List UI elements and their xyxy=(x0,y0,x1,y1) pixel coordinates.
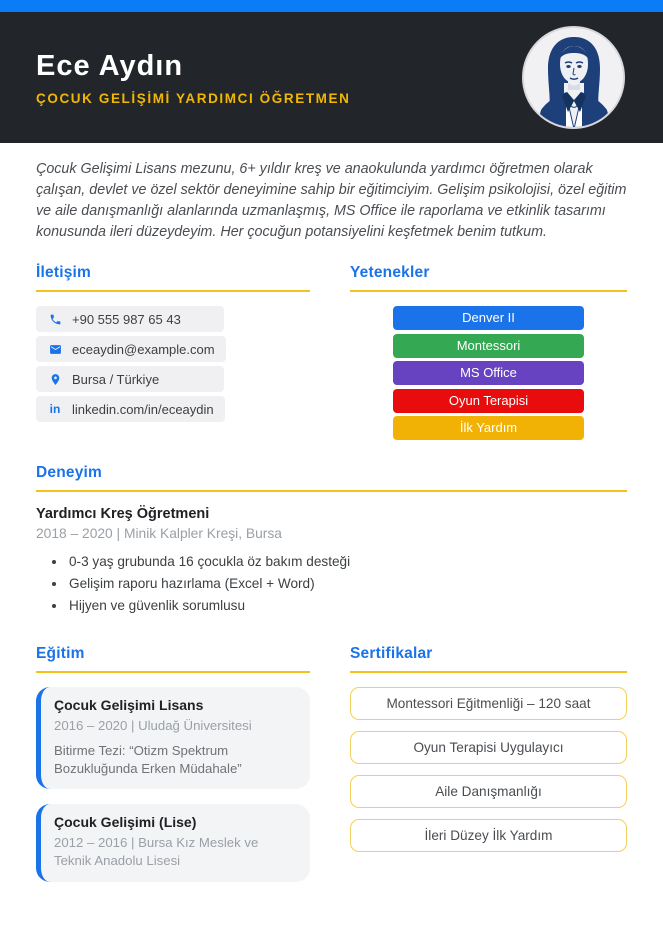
education-note: Bitirme Tezi: “Otizm Spektrum Bozukluğunda Erken Müdahale” xyxy=(54,742,242,776)
skills-heading-rule xyxy=(350,290,627,292)
avatar xyxy=(522,26,625,129)
education-card xyxy=(36,804,310,882)
top-accent-bar xyxy=(0,0,663,12)
education-card xyxy=(36,687,310,789)
certificates-heading: Sertifikalar xyxy=(350,644,433,662)
skill-pill: Oyun Terapisi xyxy=(393,389,584,413)
contact-phone[interactable] xyxy=(36,306,224,332)
job-bullet: • Hijyen ve güvenlik sorumlusu xyxy=(67,595,627,617)
phone-number: +90 555 987 65 43 xyxy=(72,311,181,327)
job-role-title: ÇOCUK GELİŞİMİ YARDIMCI ÖĞRETMEN xyxy=(36,90,351,106)
contact-skills-row xyxy=(0,264,663,444)
skill-pill: İlk Yardım xyxy=(393,416,584,440)
certificate-item: Aile Danışmanlığı xyxy=(350,775,627,808)
job-bullet: • Gelişim raporu hazırlama (Excel + Word) xyxy=(67,573,627,595)
profile-summary: Çocuk Gelişimi Lisans mezunu, 6+ yıldır kreş ve anaokulunda yardımcı öğretmen olarak çalışan, devlet ve özel sektör deneyimine sahip bir eğitimciyim. Gelişim psikolojisi, özel eğitim ve aile danışmanlığı alanlarında uzmanlaşmış, MS Office ile raporlama ve etkinlik tasarımı konusunda ileri düzeydeyim. Her çocuğun potansiyelini keşfetmek benim tutkum. xyxy=(36,161,627,240)
skills-section xyxy=(350,264,627,444)
skill-pill: Montessori xyxy=(393,334,584,358)
portrait-illustration-icon xyxy=(524,28,624,128)
experience-heading: Deneyim xyxy=(36,463,103,481)
contact-section xyxy=(36,264,310,444)
contact-heading: İletişim xyxy=(36,264,92,282)
education-heading: Eğitim xyxy=(36,644,85,662)
skill-pill: Denver II xyxy=(393,306,584,330)
phone-icon xyxy=(47,311,63,327)
contact-linkedin[interactable] xyxy=(36,396,225,422)
education-meta: 2012 – 2016 | Bursa Kız Meslek ve Teknik Anadolu Lisesi xyxy=(54,835,259,869)
person-name: Ece Aydın xyxy=(36,49,184,82)
contact-email[interactable] xyxy=(36,336,226,362)
location-icon xyxy=(47,371,63,387)
experience-heading-rule xyxy=(36,490,627,492)
header xyxy=(0,12,663,143)
job-bullet-list xyxy=(36,551,627,617)
email-icon xyxy=(47,341,63,357)
experience-section xyxy=(0,464,663,617)
job-meta: 2018 – 2020 | Minik Kalpler Kreşi, Bursa xyxy=(36,525,282,541)
location-text: Bursa / Türkiye xyxy=(72,371,160,387)
certificates-section xyxy=(350,645,627,897)
email-address: eceaydin@example.com xyxy=(72,341,215,357)
certificate-item: Montessori Eğitmenliği – 120 saat xyxy=(350,687,627,720)
job-title: Yardımcı Kreş Öğretmeni xyxy=(36,505,210,522)
education-heading-rule xyxy=(36,671,310,673)
certificate-item: Oyun Terapisi Uygulayıcı xyxy=(350,731,627,764)
linkedin-icon: in xyxy=(49,402,61,417)
education-certificates-row xyxy=(0,645,663,897)
contact-heading-rule xyxy=(36,290,310,292)
skill-pill: MS Office xyxy=(393,361,584,385)
job-bullet: • 0-3 yaş grubunda 16 çocukla öz bakım desteği xyxy=(67,551,627,573)
certificates-heading-rule xyxy=(350,671,627,673)
header-identity xyxy=(36,50,350,106)
skills-heading: Yetenekler xyxy=(350,264,430,282)
contact-location xyxy=(36,366,224,392)
education-title: Çocuk Gelişimi (Lise) xyxy=(54,814,197,831)
certificate-item: İleri Düzey İlk Yardım xyxy=(350,819,627,852)
education-section xyxy=(36,645,310,897)
education-meta: 2016 – 2020 | Uludağ Üniversitesi xyxy=(54,717,252,733)
linkedin-url: linkedin.com/in/eceaydin xyxy=(72,401,214,417)
education-title: Çocuk Gelişimi Lisans xyxy=(54,696,204,713)
